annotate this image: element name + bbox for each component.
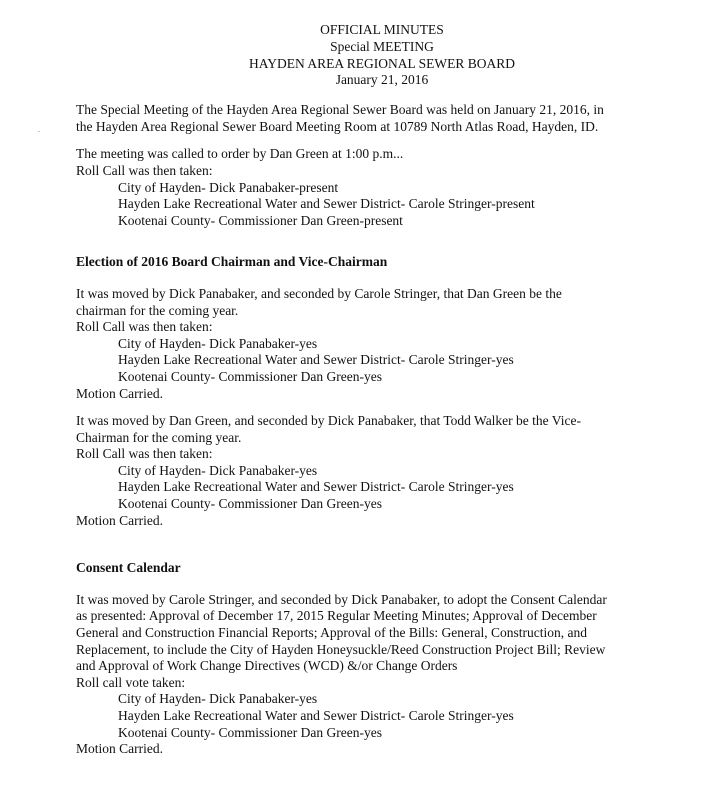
vote-line: City of Hayden- Dick Panabaker-yes [118,335,318,351]
motion-line: Chairman for the coming year. [76,429,242,445]
vote-line: Hayden Lake Recreational Water and Sewer District- Carole Stringer-yes [118,708,514,723]
margin-mark [38,131,40,132]
motion-result: Motion Carried. [76,741,163,757]
roll-call-member: Kootenai County- Commissioner Dan Green-present [118,212,403,228]
motion-line: General and Construction Financial Reports; Approval of the Bills: General, Construction, and [76,625,588,641]
vote-line: Hayden Lake Recreational Water and Sewer District- Carole Stringer-yes [118,479,514,495]
motion-line: It was moved by Carole Stringer, and seconded by Dick Panabaker, to adopt the Consent Calendar [76,591,607,607]
section-heading: Consent Calendar [76,560,181,576]
roll-call-label: Roll call vote taken: [76,674,186,690]
roll-call-label: Roll Call was then taken: [76,446,213,462]
vote-line: Kootenai County- Commissioner Dan Green-yes [118,368,382,384]
header-meeting-type: Special MEETING [330,38,434,54]
intro-line: The Special Meeting of the Hayden Area Regional Sewer Board was held on January 21, 2016, in [76,102,604,118]
motion-block [76,413,676,529]
roll-call-member: Hayden Lake Recreational Water and Sewer District- Carole Stringer-present [118,196,535,212]
vote-line: Kootenai County- Commissioner Dan Green-yes [118,496,382,512]
call-to-order-section [76,146,676,229]
call-to-order-line: The meeting was called to order by Dan Green at 1:00 p.m... [76,146,404,162]
vote-line: City of Hayden- Dick Panabaker-yes [118,691,318,707]
motion-line: It was moved by Dan Green, and seconded by Dick Panabaker, that Todd Walker be the Vice- [76,413,581,429]
roll-call-label: Roll Call was then taken: [76,319,213,335]
header-date: January 21, 2016 [335,72,429,88]
motion-line: It was moved by Dick Panabaker, and seconded by Carole Stringer, that Dan Green be the [76,285,562,301]
motion-line: Replacement, to include the City of Hayden Honeysuckle/Reed Construction Project Bill; Review [76,641,606,657]
header-board-name: HAYDEN AREA REGIONAL SEWER BOARD [248,55,515,71]
election-section [76,254,676,529]
document-header [76,22,676,89]
vote-line: City of Hayden- Dick Panabaker-yes [118,462,318,478]
motion-line: as presented: Approval of December 17, 2015 Regular Meeting Minutes; Approval of December [76,608,597,624]
section-heading: Election of 2016 Board Chairman and Vice-Chairman [76,254,388,270]
header-title: OFFICIAL MINUTES [320,22,444,37]
motion-line: chairman for the coming year. [76,302,239,318]
motion-result: Motion Carried. [76,385,163,401]
intro-paragraph [76,102,676,135]
motion-line: and Approval of Work Change Directives (WCD) &/or Change Orders [76,658,458,674]
motion-block [76,286,676,402]
roll-call-member: City of Hayden- Dick Panabaker-present [118,179,339,195]
intro-line: the Hayden Area Regional Sewer Board Meeting Room at 10789 North Atlas Road, Hayden, ID. [76,118,599,134]
roll-call-label: Roll Call was then taken: [76,162,213,178]
consent-calendar-section [76,560,676,758]
motion-result: Motion Carried. [76,512,163,528]
vote-line: Kootenai County- Commissioner Dan Green-yes [118,724,382,740]
vote-line: Hayden Lake Recreational Water and Sewer District- Carole Stringer-yes [118,352,514,368]
